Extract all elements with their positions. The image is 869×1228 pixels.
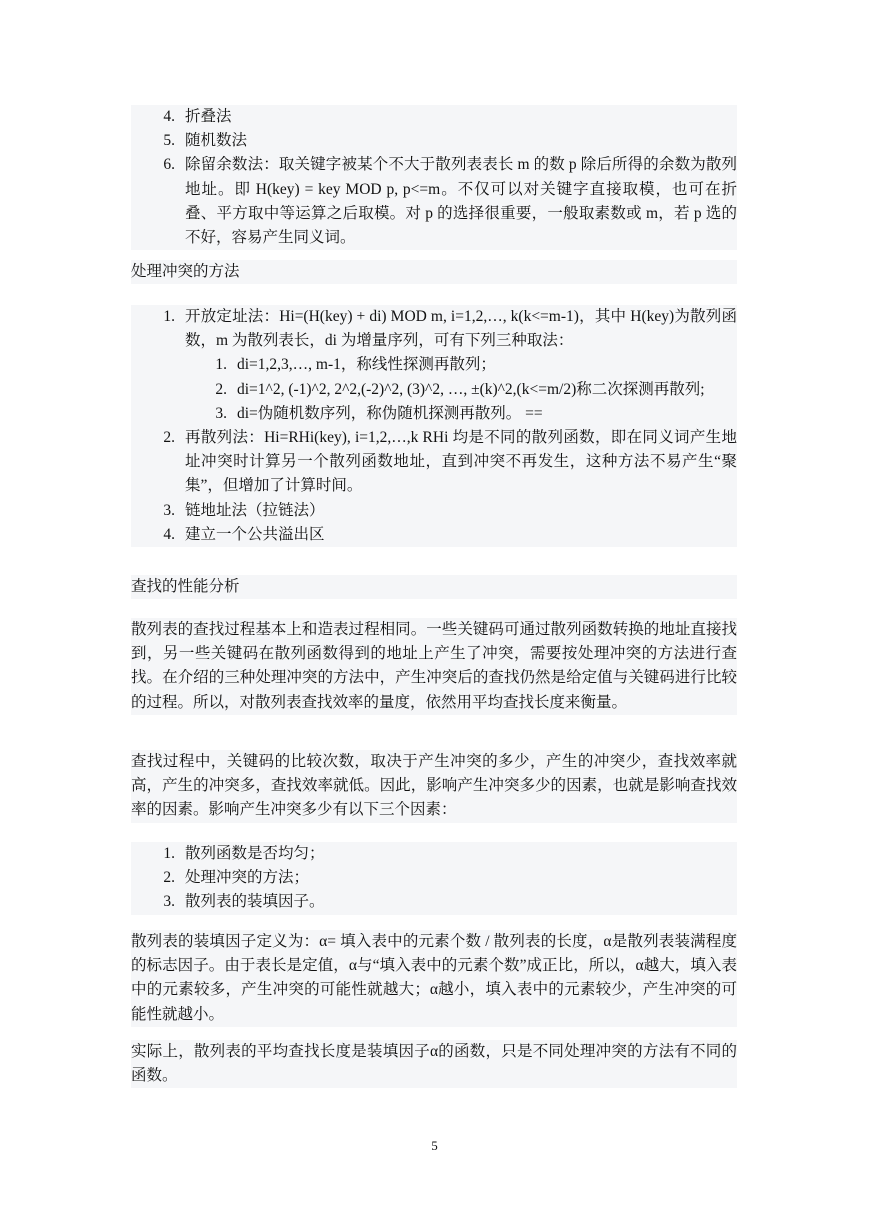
collision-methods-list bbox=[131, 305, 737, 547]
list-number: 4. bbox=[163, 525, 175, 543]
sub-list-item bbox=[131, 353, 737, 377]
paragraph-text: 实际上，散列表的平均查找长度是装填因子α的函数，只是不同处理冲突的方法有不同的函数。 bbox=[131, 1043, 737, 1085]
list-item bbox=[131, 523, 737, 547]
list-text: di=伪随机数序列，称伪随机探测再散列。 == bbox=[237, 404, 543, 422]
list-number: 4. bbox=[163, 108, 175, 125]
list-number: 1. bbox=[215, 356, 227, 374]
heading-text: 查找的性能分析 bbox=[131, 578, 240, 595]
paragraph-text: 散列表的查找过程基本上和造表过程相同。一些关键码可通过散列函数转换的地址直接找到，另一些关键码在散列函数得到的地址上产生了冲突，需要按处理冲突的方法进行查找。在介绍的三种处理冲突的方法中，产生冲突后的查找仍然是给定值与关键码进行比较的过程。所以，对散列表查找效率的量度，依然用平均查找长度来衡量。 bbox=[131, 621, 737, 711]
list-item bbox=[131, 105, 737, 129]
paragraph-comparison-count bbox=[131, 750, 737, 823]
list-number: 2. bbox=[163, 429, 175, 447]
list-number: 2. bbox=[215, 380, 227, 398]
paragraph-load-factor bbox=[131, 930, 737, 1027]
list-text: 折叠法 bbox=[185, 108, 232, 125]
factors-list bbox=[131, 842, 737, 915]
list-text: di=1^2, (-1)^2, 2^2,(-2)^2, (3)^2, …, ±(k)^2,(k<=m/2)称二次探测再散列; bbox=[237, 380, 705, 398]
list-item bbox=[131, 890, 737, 914]
paragraph-average-length bbox=[131, 1040, 737, 1088]
list-text: 再散列法：Hi=RHi(key), i=1,2,…,k RHi 均是不同的散列函数，即在同义词产生地址冲突时计算另一个散列函数地址，直到冲突不再发生，这种方法不易产生“聚集”，但增加了计算时间。 bbox=[185, 429, 737, 495]
list-item bbox=[131, 842, 737, 866]
paragraph-text: 查找过程中，关键码的比较次数，取决于产生冲突的多少，产生的冲突少，查找效率就高，产生的冲突多，查找效率就低。因此，影响产生冲突多少的因素，也就是影响查找效率的因素。影响产生冲突多少有以下三个因素： bbox=[131, 753, 737, 819]
paragraph-text: 散列表的装填因子定义为：α= 填入表中的元素个数 / 散列表的长度，α是散列表装满程度的标志因子。由于表长是定值，α与“填入表中的元素个数”成正比，所以，α越大，填入表中的元素较多，产生冲突的可能性就越大；α越小，填入表中的元素较少，产生冲突的可能性就越小。 bbox=[131, 933, 737, 1023]
list-number: 2. bbox=[163, 869, 175, 887]
paragraph-search-process bbox=[131, 618, 737, 715]
list-text: 链地址法（拉链法） bbox=[185, 501, 325, 519]
list-item bbox=[131, 153, 737, 250]
list-number: 5. bbox=[163, 132, 175, 150]
sub-list-item bbox=[131, 402, 737, 426]
list-text: 开放定址法：Hi=(H(key) + di) MOD m, i=1,2,…, k(k<=m-1)，其中 H(key)为散列函数，m 为散列表长，di 为增量序列，可有下列三种取法： bbox=[185, 308, 737, 350]
list-text: 建立一个公共溢出区 bbox=[185, 525, 325, 543]
list-text: 除留余数法：取关键字被某个不大于散列表表长 m 的数 p 除后所得的余数为散列地址。即 H(key) = key MOD p, p<=m。不仅可以对关键字直接取模，也可在折叠、平方取中等运算之后取模。对 p 的选择很重要，一般取素数或 m，若 p 选的不好，容易产生同义词。 bbox=[185, 156, 737, 247]
section-heading-performance bbox=[131, 575, 737, 599]
list-text: 散列函数是否均匀； bbox=[185, 845, 325, 862]
list-text: 散列表的装填因子。 bbox=[185, 893, 325, 911]
heading-text: 处理冲突的方法 bbox=[131, 263, 240, 280]
list-number: 6. bbox=[163, 156, 175, 174]
list-item bbox=[131, 866, 737, 890]
list-text: 处理冲突的方法； bbox=[185, 869, 310, 887]
list-item bbox=[131, 499, 737, 523]
sub-list-item bbox=[131, 378, 737, 402]
list-number: 1. bbox=[163, 845, 175, 862]
hash-methods-list bbox=[131, 105, 737, 250]
list-number: 1. bbox=[163, 308, 175, 325]
list-number: 3. bbox=[163, 893, 175, 911]
list-item bbox=[131, 129, 737, 153]
list-item bbox=[131, 305, 737, 353]
list-text: 随机数法 bbox=[185, 132, 248, 150]
page-number: 5 bbox=[431, 1138, 438, 1153]
list-text: di=1,2,3,…, m-1，称线性探测再散列； bbox=[237, 356, 496, 374]
list-item bbox=[131, 426, 737, 499]
list-number: 3. bbox=[215, 404, 227, 422]
list-number: 3. bbox=[163, 501, 175, 519]
section-heading-collision bbox=[131, 260, 737, 284]
